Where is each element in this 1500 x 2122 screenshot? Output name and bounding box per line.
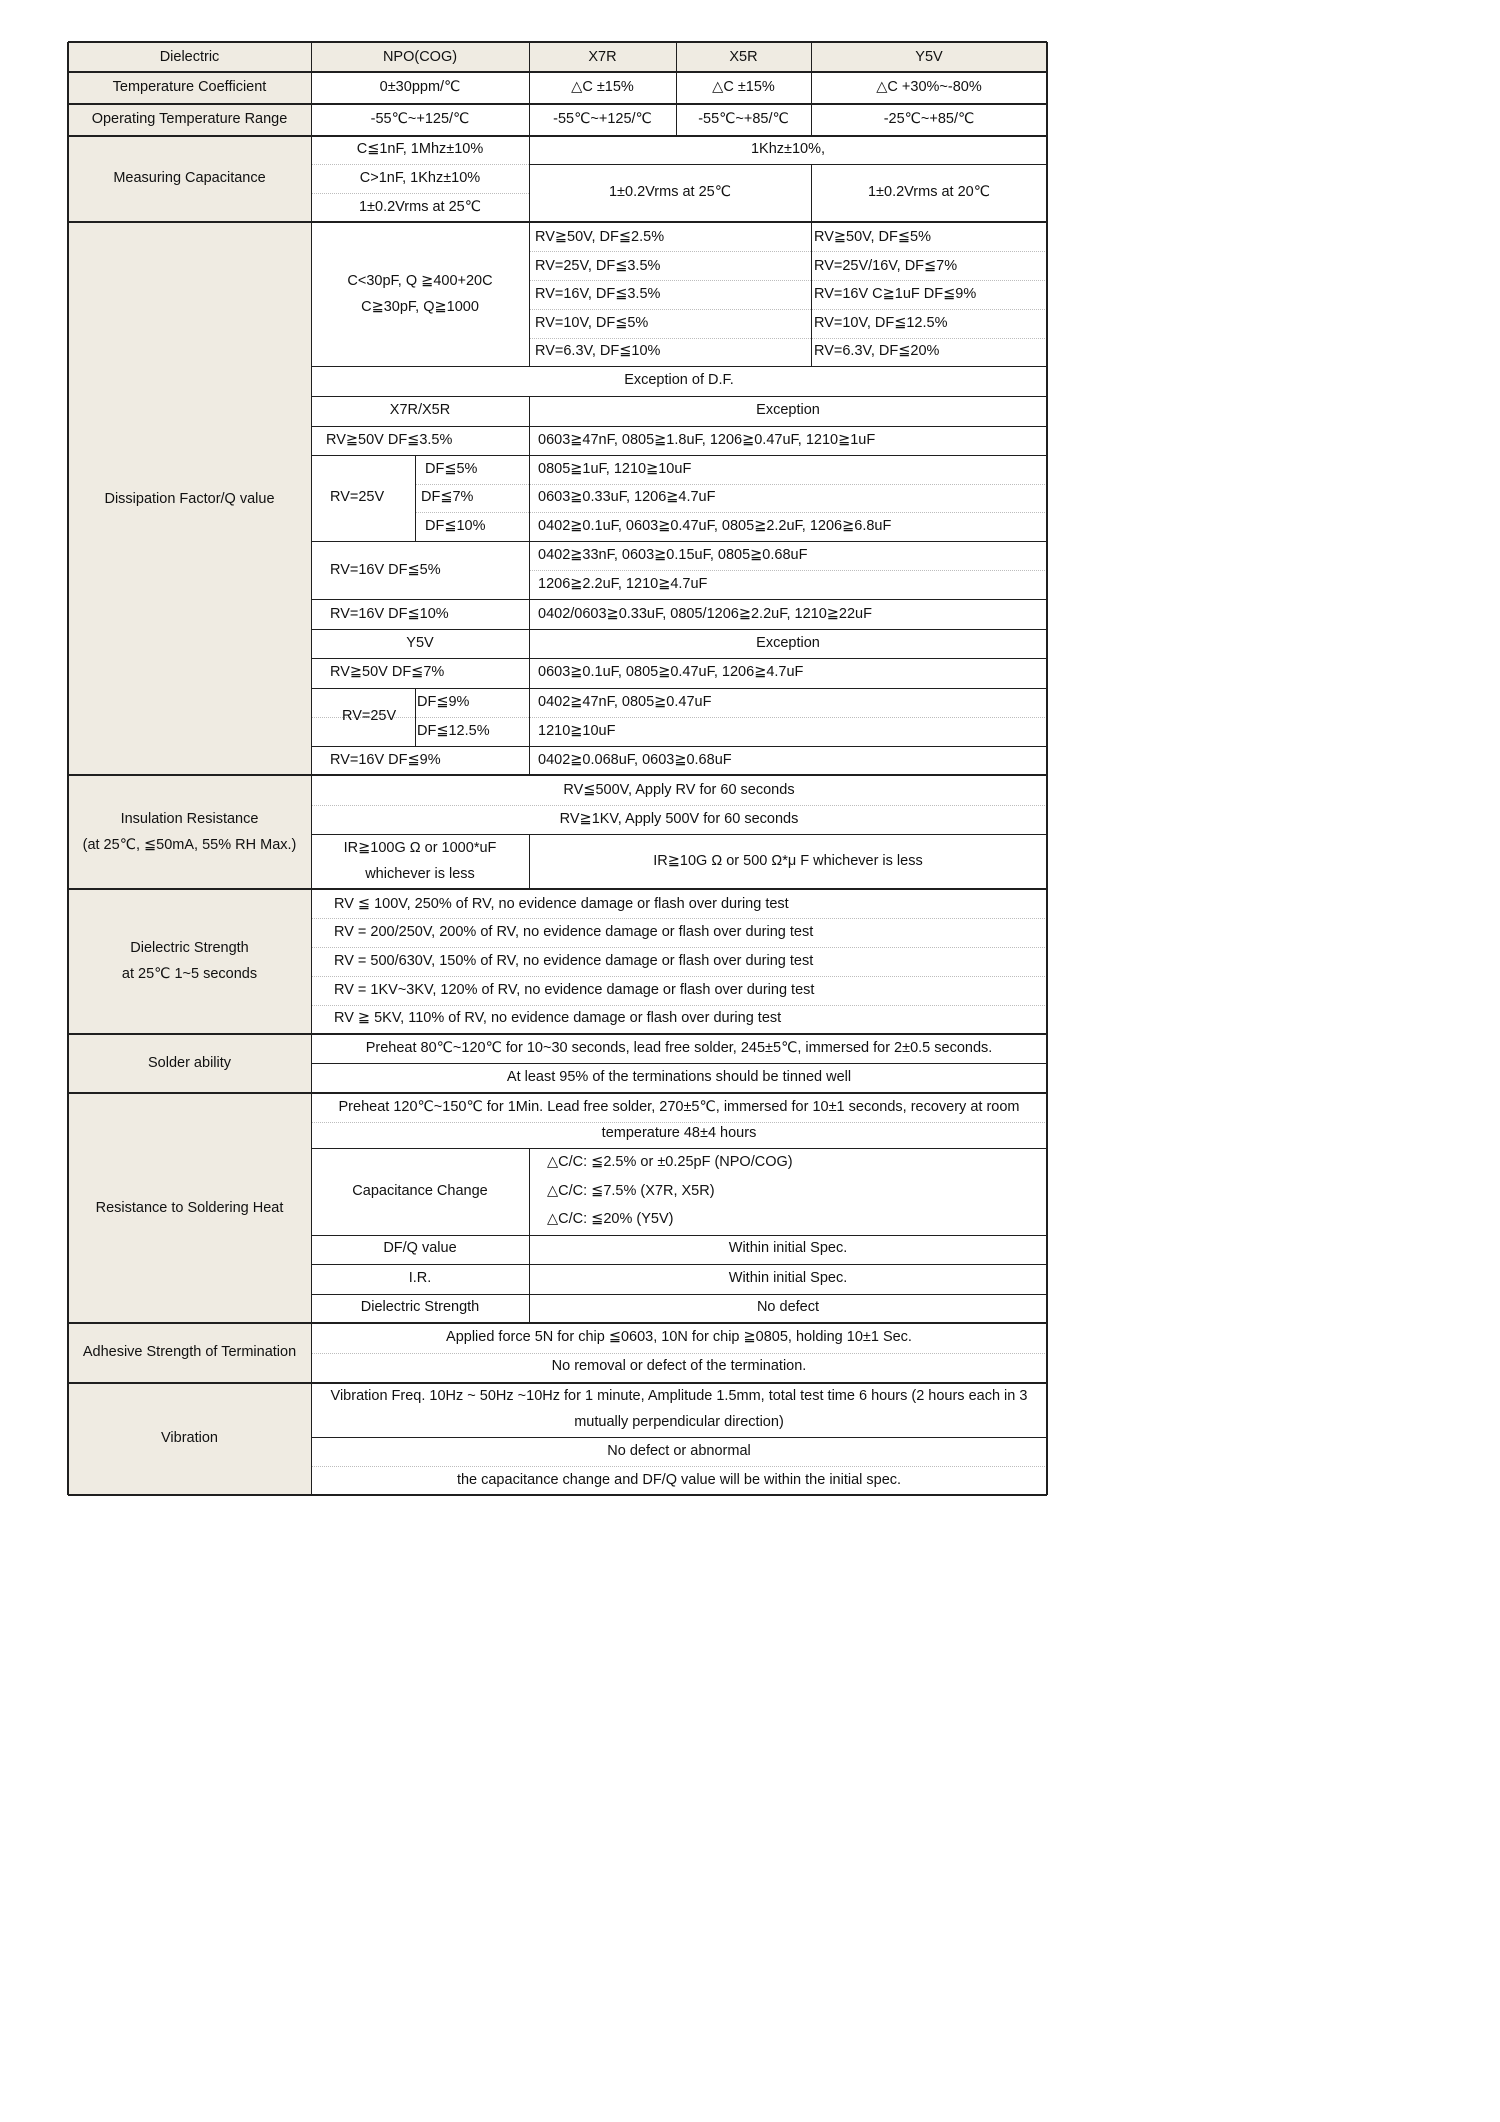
exception-df: DF≦7% [421,489,474,505]
grid-line [68,103,1047,105]
measuring-npo-line: C≦1nF, 1Mhz±10% [356,141,484,157]
dielectric-strength-line: RV = 200/250V, 200% of RV, no evidence damage or flash over during test [334,924,814,940]
grid-line [415,455,416,541]
dissipation-label: Dissipation Factor/Q value [104,491,275,507]
grid-line [311,1063,1047,1064]
dissipation-npo-line: C<30pF, Q ≧400+20C [347,273,493,289]
row-divider [529,309,811,310]
dissipation-x7r-line: RV=6.3V, DF≦10% [535,343,661,359]
exception-df: DF≦5% [425,461,478,477]
grid-line [311,1294,1047,1295]
operating-range-y5v: -25℃~+85/℃ [883,111,975,127]
grid-line [68,71,1047,73]
grid-line [415,688,416,746]
label-cell [68,775,311,889]
grid-line [529,164,1047,165]
row-divider [311,976,1047,977]
grid-line [311,1148,1047,1149]
exception-value: 0603≧0.1uF, 0805≧0.47uF, 1206≧4.7uF [538,664,804,680]
grid-line [311,1264,1047,1265]
measuring-npo-line: C>1nF, 1Khz±10% [359,170,481,186]
temp-coefficient-npo: 0±30ppm/℃ [379,79,461,95]
row-divider [311,164,529,165]
exception-value: 1206≧2.2uF, 1210≧4.7uF [538,576,708,592]
grid-line [68,774,1047,776]
row-divider [529,570,1047,571]
grid-line [311,688,1047,689]
grid-line [68,888,1047,890]
grid-line [311,1235,1047,1236]
grid-line [676,42,677,136]
grid-line [811,164,812,366]
exception-label: RV=25V [342,708,397,724]
exception-value: 1210≧10uF [538,723,616,739]
grid-line [311,834,1047,835]
exception-value: 0402≧0.1uF, 0603≧0.47uF, 0805≧2.2uF, 1206≧6.8uF [538,518,892,534]
exception-value: 0805≧1uF, 1210≧10uF [538,461,692,477]
row-divider [311,947,1047,948]
dielectric-strength-label: Dielectric Strength [130,940,249,956]
exception-value: 0402≧0.068uF, 0603≧0.68uF [538,752,732,768]
insulation-others: IR≧10G Ω or 500 Ω*μ F whichever is less [653,853,923,869]
vibration-line: mutually perpendicular direction) [574,1414,784,1430]
exception-df: DF≦10% [425,518,486,534]
grid-line [68,1494,1047,1496]
exception-head: Exception [756,635,820,651]
row-divider [311,193,529,194]
header-x5r: X5R [729,49,758,65]
temp-coefficient-y5v: △C +30%~-80% [876,79,982,95]
soldering-heat-preheat: temperature 48±4 hours [601,1125,757,1141]
dissipation-x7r-line: RV≧50V, DF≦2.5% [535,229,665,245]
header-npo: NPO(COG) [382,49,458,65]
soldering-heat-preheat: Preheat 120℃~150℃ for 1Min. Lead free solder, 270±5℃, immersed for 10±1 seconds, recovery at room [338,1099,1020,1115]
grid-line [68,1382,1047,1384]
solder-ability-line: Preheat 80℃~120℃ for 10~30 seconds, lead free solder, 245±5℃, immersed for 2±0.5 seconds. [365,1040,993,1056]
grid-line [68,41,1047,43]
df-q-value: Within initial Spec. [728,1240,848,1256]
measuring-npo-line: 1±0.2Vrms at 25℃ [358,199,482,215]
exception-label: RV=16V DF≦10% [330,606,449,622]
dissipation-x7r-line: RV=25V, DF≦3.5% [535,258,661,274]
grid-line [311,629,1047,630]
exception-df: DF≦9% [417,694,470,710]
adhesive-line: Applied force 5N for chip ≦0603, 10N for chip ≧0805, holding 10±1 Sec. [446,1329,912,1345]
row-divider [529,512,1047,513]
measuring-label: Measuring Capacitance [113,170,266,186]
grid-line [529,1148,530,1323]
capacitance-change-value: △C/C: ≦20% (Y5V) [547,1211,674,1227]
dissipation-y5v-line: RV=16V C≧1uF DF≦9% [814,286,977,302]
insulation-line: RV≦500V, Apply RV for 60 seconds [563,782,795,798]
dissipation-y5v-line: RV=6.3V, DF≦20% [814,343,940,359]
grid-line [529,42,530,366]
grid-line [311,455,1047,456]
exception-value: 0603≧47nF, 0805≧1.8uF, 1206≧0.47uF, 1210≧1uF [538,432,876,448]
header-dielectric: Dielectric [159,49,220,65]
insulation-label: (at 25℃, ≦50mA, 55% RH Max.) [82,837,297,853]
exception-label: RV=25V [330,489,385,505]
grid-line [811,42,812,136]
row-divider [311,1353,1047,1354]
capacitance-change-label: Capacitance Change [352,1183,488,1199]
vibration-line: the capacitance change and DF/Q value will be within the initial spec. [456,1472,902,1488]
adhesive-label: Adhesive Strength of Termination [82,1344,297,1360]
measuring-y5v: 1±0.2Vrms at 20℃ [867,184,991,200]
dielectric-strength-line: RV = 1KV~3KV, 120% of RV, no evidence damage or flash over during test [334,982,815,998]
row-divider [529,338,811,339]
dissipation-y5v-line: RV≧50V, DF≦5% [814,229,931,245]
row-divider [811,280,1047,281]
grid-line [311,366,1047,367]
row-divider [529,251,811,252]
vibration-label: Vibration [161,1430,218,1446]
insulation-label: Insulation Resistance [120,811,259,827]
row-divider [311,805,1047,806]
exception-label: RV≧50V DF≦3.5% [326,432,453,448]
adhesive-line: No removal or defect of the termination. [551,1358,807,1374]
dielectric-strength-sub-value: No defect [756,1299,820,1315]
temp-coefficient-label: Temperature Coefficient [112,79,267,95]
grid-line [68,135,1047,137]
operating-range-npo: -55℃~+125/℃ [370,111,470,127]
exception-label: RV=16V DF≦9% [330,752,441,768]
operating-range-x7r: -55℃~+125/℃ [553,111,652,127]
row-divider [415,484,529,485]
vibration-line: No defect or abnormal [607,1443,751,1459]
ir-value: Within initial Spec. [728,1270,848,1286]
vibration-line: Vibration Freq. 10Hz ~ 50Hz ~10Hz for 1 minute, Amplitude 1.5mm, total test time 6 hours (2 hours each in 3 [330,1388,1028,1404]
grid-line [311,658,1047,659]
grid-line [311,396,1047,397]
capacitance-change-value: △C/C: ≦2.5% or ±0.25pF (NPO/COG) [547,1154,793,1170]
grid-line [311,599,1047,600]
grid-line [1046,42,1048,1495]
row-divider [811,309,1047,310]
dissipation-npo-line: C≧30pF, Q≧1000 [361,299,479,315]
row-divider [415,512,529,513]
insulation-npo-line: whichever is less [365,866,475,882]
dielectric-strength-label: at 25℃ 1~5 seconds [121,966,258,982]
exception-label: RV=16V DF≦5% [330,562,441,578]
grid-line [311,1437,1047,1438]
grid-line [529,834,530,889]
measuring-x7r-x5r: 1±0.2Vrms at 25℃ [608,184,732,200]
row-divider [529,280,811,281]
temp-coefficient-x7r: △C ±15% [571,79,634,95]
exception-label: RV≧50V DF≦7% [330,664,445,680]
exception-value: 0402/0603≧0.33uF, 0805/1206≧2.2uF, 1210≧22uF [538,606,872,622]
grid-line [311,426,1047,427]
grid-line [67,42,69,1495]
row-divider [811,338,1047,339]
exception-value: 0603≧0.33uF, 1206≧4.7uF [538,489,716,505]
row-divider [311,1122,1047,1123]
insulation-npo-line: IR≧100G Ω or 1000*uF [343,840,497,856]
grid-line [68,1322,1047,1324]
row-divider [811,251,1047,252]
soldering-heat-label: Resistance to Soldering Heat [95,1200,284,1216]
exception-title: Exception of D.F. [624,372,734,388]
temp-coefficient-x5r: △C ±15% [712,79,775,95]
header-x7r: X7R [588,49,617,65]
exception-value: 0402≧33nF, 0603≧0.15uF, 0805≧0.68uF [538,547,808,563]
dissipation-y5v-line: RV=25V/16V, DF≦7% [814,258,958,274]
header-y5v: Y5V [915,49,943,65]
row-divider [529,484,1047,485]
solder-ability-label: Solder ability [147,1055,232,1071]
operating-range-label: Operating Temperature Range [91,111,288,127]
dielectric-strength-line: RV ≧ 5KV, 110% of RV, no evidence damage or flash over during test [334,1010,782,1026]
dissipation-y5v-line: RV=10V, DF≦12.5% [814,315,948,331]
dielectric-strength-line: RV ≦ 100V, 250% of RV, no evidence damage or flash over during test [334,896,789,912]
dissipation-x7r-line: RV=16V, DF≦3.5% [535,286,661,302]
row-divider [311,1005,1047,1006]
operating-range-x5r: -55℃~+85/℃ [698,111,789,127]
grid-line [311,541,1047,542]
row-divider [311,918,1047,919]
label-cell [68,889,311,1034]
row-divider [311,1466,1047,1467]
grid-line [311,42,312,1495]
grid-line [529,396,530,775]
grid-line [68,221,1047,223]
dissipation-x7r-line: RV=10V, DF≦5% [535,315,649,331]
dielectric-strength-line: RV = 500/630V, 150% of RV, no evidence damage or flash over during test [334,953,814,969]
exception-value: 0402≧47nF, 0805≧0.47uF [538,694,712,710]
exception-df: DF≦12.5% [417,723,490,739]
insulation-line: RV≧1KV, Apply 500V for 60 seconds [559,811,799,827]
dielectric-strength-sub-label: Dielectric Strength [360,1299,480,1315]
exception-x7r-x5r-head: X7R/X5R [389,402,451,418]
grid-line [311,746,1047,747]
grid-line [68,1092,1047,1094]
df-q-label: DF/Q value [383,1240,457,1256]
measuring-frequency: 1Khz±10%, [750,141,826,157]
ir-label: I.R. [408,1270,432,1286]
capacitance-change-value: △C/C: ≦7.5% (X7R, X5R) [547,1183,715,1199]
exception-head: Exception [756,402,820,418]
solder-ability-line: At least 95% of the terminations should be tinned well [506,1069,852,1085]
exception-y5v-head: Y5V [406,635,434,651]
grid-line [68,1033,1047,1035]
row-divider [529,717,1047,718]
